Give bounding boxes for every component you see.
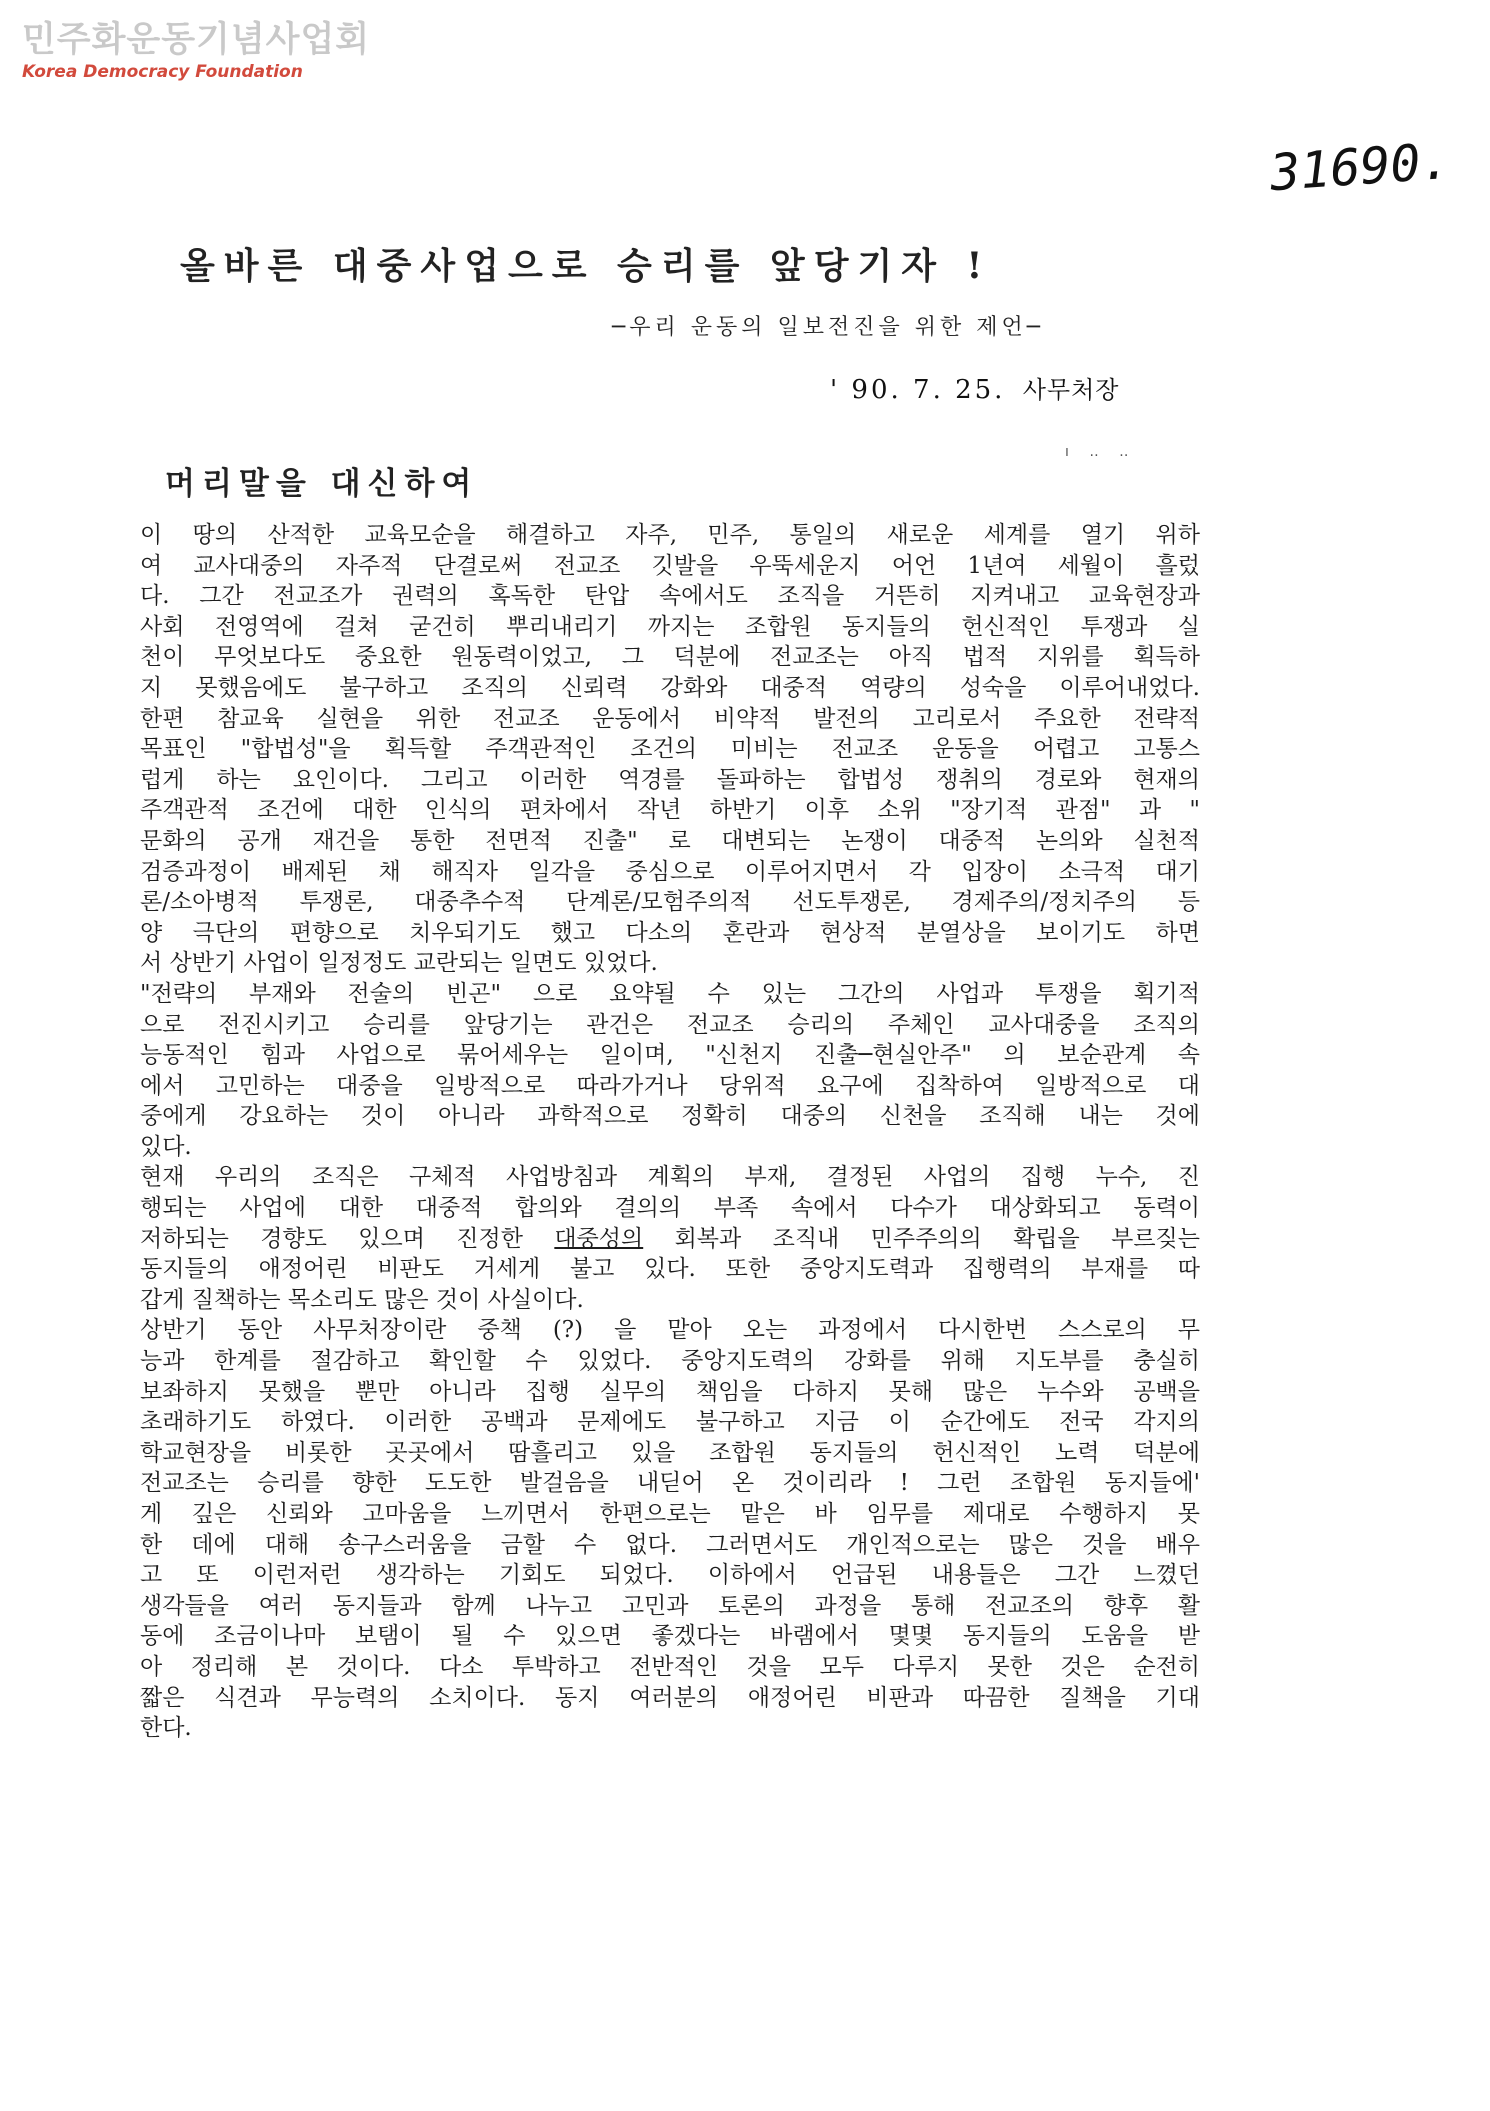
date-author-line [830, 370, 1119, 405]
body-line: 검증과정이 배제된 채 해직자 일각을 중심으로 이루어지면서 각 입장이 소극적 대기 [140, 858, 1200, 885]
body-line: 생각들을 여러 동지들과 함께 나누고 고민과 토론의 과정을 통해 전교조의 향후 활 [140, 1592, 1200, 1619]
section-heading: 머리말을 대신하여 [165, 466, 479, 502]
body-line: 한 데에 대해 송구스러움을 금할 수 없다. 그러면서도 개인적으로는 많은 것을 배우 [140, 1531, 1200, 1558]
body-line: 한편 참교육 실현을 위한 전교조 운동에서 비약적 발전의 고리로서 주요한 전략적 [140, 705, 1200, 732]
body-line: 저하되는 경향도 있으며 진정한 대중성의 회복과 조직내 민주주의의 확립을 부르짖는 [140, 1225, 1200, 1252]
body-line: 으로 전진시키고 승리를 앞당기는 관건은 전교조 승리의 주체인 교사대중을 조직의 [140, 1011, 1200, 1038]
body-line: 럽게 하는 요인이다. 그리고 이러한 역경를 돌파하는 합법성 쟁취의 경로와 현재의 [140, 766, 1200, 793]
body-line: 동에 조금이나마 보탬이 될 수 있으면 좋겠다는 바램에서 몇몇 동지들의 도움을 받 [140, 1623, 1200, 1650]
foundation-logo [22, 20, 370, 82]
body-text [140, 520, 1200, 1744]
document-author: 사무처장 [1022, 376, 1120, 404]
body-line: 목표인 "합법성"을 획득할 주객관적인 조건의 미비는 전교조 운동을 어렵고 고통스 [140, 736, 1200, 763]
body-line: 있다. [140, 1133, 192, 1160]
body-line: 서 상반기 사업이 일정정도 교란되는 일면도 있었다. [140, 950, 658, 977]
document-subtitle: ─우리 운동의 일보전진을 위한 제언─ [612, 315, 1044, 340]
body-line: 중에게 강요하는 것이 아니라 과학적으로 정확히 대중의 신천을 조직해 내는 것에 [140, 1103, 1200, 1130]
body-line: 사회 전영역에 걸쳐 굳건히 뿌리내리기 까지는 조합원 동지들의 헌신적인 투쟁과 실 [140, 613, 1200, 640]
body-line: 이 땅의 산적한 교육모순을 해결하고 자주, 민주, 통일의 새로운 세계를 열기 위하 [140, 522, 1200, 548]
logo-english-text: Korea Democracy Foundation [22, 62, 303, 82]
body-line: 짧은 식견과 무능력의 소치이다. 동지 여러분의 애정어린 비판과 따끔한 질책을 기대 [140, 1684, 1200, 1711]
handwritten-document-number: 31690. [1268, 131, 1453, 203]
body-line: 보좌하지 못했을 뿐만 아니라 집행 실무의 책임을 다하지 못해 많은 누수와 공백을 [140, 1378, 1200, 1405]
body-line: 한다. [140, 1715, 192, 1742]
body-line: 행되는 사업에 대한 대중적 합의와 결의의 부족 속에서 다수가 대상화되고 동력이 [140, 1195, 1200, 1222]
body-line: 상반기 동안 사무처장이란 중책 (?) 을 맡아 오는 과정에서 다시한번 스스로의 무 [140, 1317, 1200, 1344]
document-title: 올바른 대중사업으로 승리를 앞당기자 ! [180, 245, 992, 287]
body-line: 에서 고민하는 대중을 일방적으로 따라가거나 당위적 요구에 집착하여 일방적으로 대 [140, 1072, 1200, 1099]
body-line: 론/소아병적 투쟁론, 대중추수적 단계론/모험주의적 선도투쟁론, 경제주의/정치주의 등 [140, 889, 1200, 916]
logo-korean-text: 민주화운동기념사업회 [22, 20, 371, 60]
body-line: 초래하기도 하였다. 이러한 공백과 문제에도 불구하고 지금 이 순간에도 전국 각지의 [140, 1409, 1200, 1436]
body-line: 능과 한계를 절감하고 확인할 수 있었다. 중앙지도력의 강화를 위해 지도부를 충실히 [140, 1348, 1200, 1375]
body-line: 여 교사대중의 자주적 단결로써 전교조 깃발을 우뚝세운지 어언 1년여 세월이 흘렀 [140, 552, 1200, 579]
body-line: 천이 무엇보다도 중요한 원동력이었고, 그 덕분에 전교조는 아직 법적 지위를 획득하 [140, 644, 1200, 671]
stray-ink-marks: ı ‥ ‥ [1065, 444, 1137, 460]
body-line: 동지들의 애정어린 비판도 거세게 불고 있다. 또한 중앙지도력과 집행력의 부재를 따 [140, 1256, 1200, 1283]
document-date: ' 90. 7. 25. [830, 375, 1006, 405]
body-line: 현재 우리의 조직은 구체적 사업방침과 계획의 부재, 결정된 사업의 집행 누수, 진 [140, 1164, 1200, 1191]
underlined-word: 대중성의 [554, 1225, 644, 1252]
body-line: 문화의 공개 재건을 통한 전면적 진출" 로 대변되는 논쟁이 대중적 논의와 실천적 [140, 827, 1200, 854]
body-line: 능동적인 힘과 사업으로 묶어세우는 일이며, "신천지 진출─현실안주" 의 보순관계 속 [140, 1042, 1200, 1069]
body-line: 지 못했음에도 불구하고 조직의 신뢰력 강화와 대중적 역량의 성숙을 이루어내었다. [140, 674, 1200, 701]
body-line: 갑게 질책하는 목소리도 많은 것이 사실이다. [140, 1286, 584, 1313]
body-line: 전교조는 승리를 향한 도도한 발걸음을 내딛어 온 것이리라 ! 그런 조합원 동지들에' [140, 1470, 1200, 1497]
body-line: "전략의 부재와 전술의 빈곤" 으로 요약될 수 있는 그간의 사업과 투쟁을 획기적 [140, 980, 1200, 1007]
body-line: 다. 그간 전교조가 권력의 혹독한 탄압 속에서도 조직을 거뜬히 지켜내고 교육현장과 [140, 583, 1200, 610]
body-line: 양 극단의 편향으로 치우되기도 했고 다소의 혼란과 현상적 분열상을 보이기도 하면 [140, 919, 1200, 946]
body-line: 고 또 이런저런 생각하는 기회도 되었다. 이하에서 언급된 내용들은 그간 느꼈던 [140, 1562, 1200, 1589]
body-line: 학교현장을 비롯한 곳곳에서 땀흘리고 있을 조합원 동지들의 헌신적인 노력 덕분에 [140, 1439, 1200, 1466]
body-line: 게 깊은 신뢰와 고마움을 느끼면서 한편으로는 맡은 바 임무를 제대로 수행하지 못 [140, 1501, 1200, 1527]
body-line: 아 정리해 본 것이다. 다소 투박하고 전반적인 것을 모두 다루지 못한 것은 순전히 [140, 1653, 1200, 1680]
body-line: 주객관적 조건에 대한 인식의 편차에서 작년 하반기 이후 소위 "장기적 관점" 과 " [140, 797, 1200, 824]
